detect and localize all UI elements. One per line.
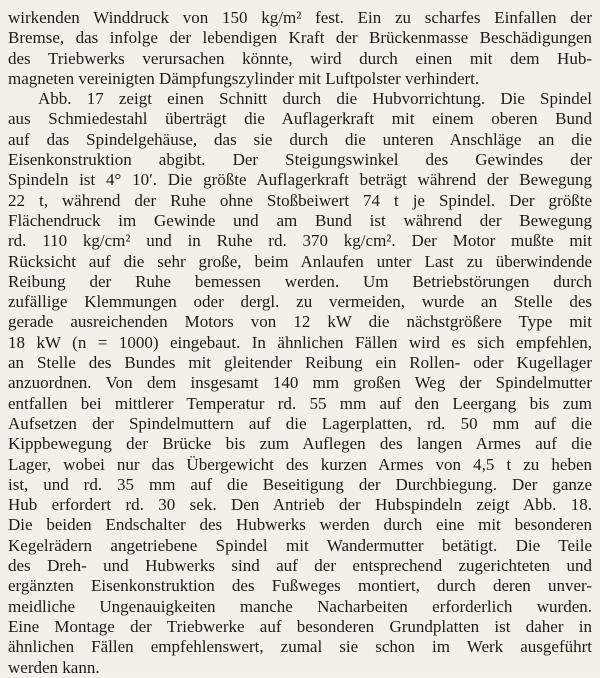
text-line: Bremse, das infolge der lebendigen Kraft der Brückenmasse Beschädigungen xyxy=(8,28,592,48)
text-line: Die beiden Endschalter des Hubwerks werden durch eine mit besonderen xyxy=(8,515,592,535)
paragraph xyxy=(8,8,592,89)
text-line: Spindeln ist 4° 10′. Die größte Auflagerkraft beträgt während der Bewegung xyxy=(8,170,592,190)
text-line: Eisenkonstruktion abgibt. Der Steigungswinkel des Gewindes der xyxy=(8,150,592,170)
text-line: Lager, wobei nur das Übergewicht des kurzen Armes von 4,5 t zu heben xyxy=(8,454,592,474)
paragraph xyxy=(8,89,592,678)
text-line: werden kann. xyxy=(8,657,100,677)
text-line: gerade ausreichenden Motors von 12 kW die nächstgrößere Type mit xyxy=(8,312,592,332)
text-line: ähnlichen Fällen empfehlenswert, zumal sie schon im Werk ausgeführt xyxy=(8,637,592,657)
text-line: Rücksicht auf die sehr große, beim Anlaufen unter Last zu überwindende xyxy=(8,251,592,271)
text-line: wirkenden Winddruck von 150 kg/m² fest. Ein zu scharfes Einfallen der xyxy=(8,8,592,27)
text-line: zufällige Klemmungen oder dergl. zu vermeiden, wurde an Stelle des xyxy=(8,292,592,312)
text-line: Flächendruck im Gewinde und am Bund ist während der Bewegung xyxy=(8,210,592,230)
text-line: magneten vereinigten Dämpfungszylinder mit Luftpolster verhindert. xyxy=(8,68,480,88)
text-line: anzuordnen. Von dem insgesamt 140 mm großen Weg der Spindelmutter xyxy=(8,373,592,393)
text-line: meidliche Ungenauigkeiten manche Nacharbeiten erforderlich wurden. xyxy=(8,596,592,616)
text-line: Eine Montage der Triebwerke auf besonderen Grundplatten ist daher in xyxy=(8,616,592,636)
text-line: rd. 110 kg/cm² und in Ruhe rd. 370 kg/cm². Der Motor mußte mit xyxy=(8,231,592,251)
text-line: des Dreh- und Hubwerks sind auf der entsprechend zugerichteten und xyxy=(8,556,592,576)
text-line: auf das Spindelgehäuse, das sie durch die unteren Anschläge an die xyxy=(8,129,592,149)
text-line: Reibung der Ruhe bemessen werden. Um Betriebstörungen durch xyxy=(8,271,592,291)
text-line: 18 kW (n = 1000) eingebaut. In ähnlichen Fällen wird es sich empfehlen, xyxy=(8,332,592,352)
text-line: aus Schmiedestahl überträgt die Auflagerkraft mit einem oberen Bund xyxy=(8,109,592,129)
text-line: Hub erfordert rd. 30 sek. Den Antrieb der Hubspindeln zeigt Abb. 18. xyxy=(8,495,592,515)
text-line: des Triebwerks verursachen könnte, wird durch einen mit dem Hub- xyxy=(8,48,592,68)
text-body xyxy=(8,8,592,678)
text-line: Kippbewegung der Brücke bis zum Auflegen des langen Armes auf die xyxy=(8,434,592,454)
text-line: 22 t, während der Ruhe ohne Stoßbeiwert 74 t je Spindel. Der größte xyxy=(8,190,592,210)
text-line: entfallen bei mittlerer Temperatur rd. 55 mm auf den Leergang bis zum xyxy=(8,393,592,413)
text-line: ergänzten Eisenkonstruktion des Fußweges montiert, durch deren unver- xyxy=(8,576,592,596)
text-line: Aufsetzen der Spindelmuttern auf die Lagerplatten, rd. 50 mm auf die xyxy=(8,413,592,433)
text-line: Kegelrädern angetriebene Spindel mit Wandermutter betätigt. Die Teile xyxy=(8,535,592,555)
text-line: an Stelle des Bundes mit gleitender Reibung ein Rollen- oder Kugellager xyxy=(8,353,592,373)
text-line: Abb. 17 zeigt einen Schnitt durch die Hubvorrichtung. Die Spindel xyxy=(38,89,592,109)
text-line: ist, und rd. 35 mm auf die Beseitigung der Durchbiegung. Der ganze xyxy=(8,474,592,494)
